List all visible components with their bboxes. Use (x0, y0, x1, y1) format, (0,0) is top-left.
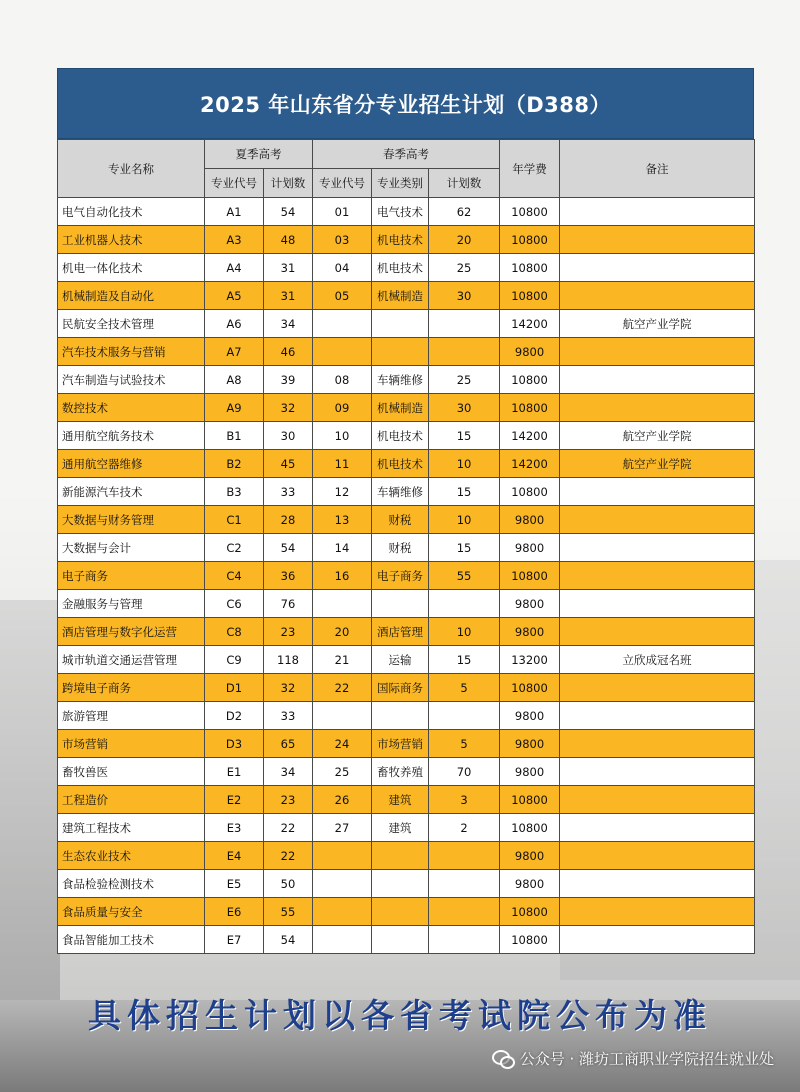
cell-remark (560, 562, 755, 590)
cell-spring-category: 机械制造 (372, 282, 429, 310)
cell-major-name: 酒店管理与数字化运营 (58, 618, 205, 646)
cell-summer-plan: 22 (264, 814, 313, 842)
cell-spring-category: 电气技术 (372, 198, 429, 226)
cell-summer-code: B3 (205, 478, 264, 506)
cell-annual-fee: 9800 (500, 618, 560, 646)
cell-annual-fee: 9800 (500, 758, 560, 786)
cell-annual-fee: 9800 (500, 702, 560, 730)
cell-major-name: 新能源汽车技术 (58, 478, 205, 506)
cell-major-name: 大数据与会计 (58, 534, 205, 562)
footer-text: 公众号 · 潍坊工商职业学院招生就业处 (519, 1050, 774, 1068)
cell-annual-fee: 9800 (500, 842, 560, 870)
cell-annual-fee: 9800 (500, 506, 560, 534)
cell-summer-code: A4 (205, 254, 264, 282)
background-left-structure (0, 600, 60, 1000)
cell-spring-code: 03 (313, 226, 372, 254)
cell-summer-plan: 46 (264, 338, 313, 366)
cell-spring-category: 建筑 (372, 786, 429, 814)
cell-remark: 立欣成冠名班 (560, 646, 755, 674)
cell-summer-plan: 32 (264, 674, 313, 702)
table-body (58, 198, 755, 954)
cell-spring-plan: 2 (429, 814, 500, 842)
cell-spring-plan (429, 870, 500, 898)
header-summer-code: 专业代号 (205, 169, 264, 198)
table-row (58, 254, 755, 282)
cell-spring-plan (429, 590, 500, 618)
cell-spring-code: 16 (313, 562, 372, 590)
cell-annual-fee: 10800 (500, 814, 560, 842)
cell-remark (560, 366, 755, 394)
cell-summer-code: C4 (205, 562, 264, 590)
cell-summer-plan: 118 (264, 646, 313, 674)
cell-spring-category: 机电技术 (372, 422, 429, 450)
cell-major-name: 食品检验检测技术 (58, 870, 205, 898)
cell-summer-code: E7 (205, 926, 264, 954)
cell-spring-plan (429, 842, 500, 870)
cell-summer-code: A5 (205, 282, 264, 310)
header-spring-category: 专业类别 (372, 169, 429, 198)
cell-spring-category (372, 338, 429, 366)
cell-remark: 航空产业学院 (560, 422, 755, 450)
wechat-icon (492, 1050, 514, 1068)
cell-spring-plan (429, 926, 500, 954)
cell-major-name: 畜牧兽医 (58, 758, 205, 786)
table-row (58, 422, 755, 450)
cell-spring-plan: 3 (429, 786, 500, 814)
cell-major-name: 通用航空航务技术 (58, 422, 205, 450)
cell-spring-plan: 10 (429, 450, 500, 478)
cell-summer-plan: 55 (264, 898, 313, 926)
cell-annual-fee: 9800 (500, 730, 560, 758)
cell-spring-code: 05 (313, 282, 372, 310)
cell-spring-code: 13 (313, 506, 372, 534)
cell-spring-plan (429, 338, 500, 366)
cell-major-name: 机电一体化技术 (58, 254, 205, 282)
cell-major-name: 数控技术 (58, 394, 205, 422)
cell-summer-plan: 23 (264, 618, 313, 646)
cell-summer-plan: 33 (264, 702, 313, 730)
cell-spring-category: 机电技术 (372, 226, 429, 254)
table-header (58, 140, 755, 198)
cell-remark (560, 226, 755, 254)
cell-remark (560, 394, 755, 422)
header-summer-exam: 夏季高考 (205, 140, 313, 169)
cell-annual-fee: 10800 (500, 282, 560, 310)
cell-annual-fee: 13200 (500, 646, 560, 674)
header-spring-exam: 春季高考 (313, 140, 500, 169)
cell-summer-plan: 76 (264, 590, 313, 618)
cell-spring-code: 12 (313, 478, 372, 506)
cell-remark (560, 926, 755, 954)
table-row (58, 590, 755, 618)
table-row (58, 478, 755, 506)
cell-spring-code: 01 (313, 198, 372, 226)
cell-summer-code: B2 (205, 450, 264, 478)
cell-annual-fee: 10800 (500, 674, 560, 702)
cell-spring-category (372, 310, 429, 338)
table-row (58, 226, 755, 254)
cell-spring-plan: 10 (429, 506, 500, 534)
cell-remark (560, 730, 755, 758)
cell-remark: 航空产业学院 (560, 450, 755, 478)
cell-summer-code: A6 (205, 310, 264, 338)
cell-annual-fee: 9800 (500, 590, 560, 618)
footer-account (492, 1048, 774, 1069)
cell-spring-category: 财税 (372, 534, 429, 562)
cell-major-name: 大数据与财务管理 (58, 506, 205, 534)
table-row (58, 870, 755, 898)
cell-spring-plan: 25 (429, 366, 500, 394)
cell-major-name: 汽车技术服务与营销 (58, 338, 205, 366)
cell-spring-category (372, 842, 429, 870)
cell-summer-plan: 36 (264, 562, 313, 590)
cell-remark (560, 478, 755, 506)
cell-summer-code: A8 (205, 366, 264, 394)
cell-spring-code: 22 (313, 674, 372, 702)
cell-spring-plan (429, 898, 500, 926)
cell-summer-plan: 33 (264, 478, 313, 506)
cell-summer-code: E5 (205, 870, 264, 898)
cell-remark (560, 814, 755, 842)
table-row (58, 702, 755, 730)
cell-remark (560, 898, 755, 926)
enrollment-plan-table (57, 139, 755, 954)
cell-spring-category (372, 590, 429, 618)
table-row (58, 198, 755, 226)
cell-spring-category: 畜牧养殖 (372, 758, 429, 786)
cell-spring-code: 08 (313, 366, 372, 394)
cell-annual-fee: 14200 (500, 422, 560, 450)
cell-spring-plan: 5 (429, 674, 500, 702)
cell-major-name: 食品质量与安全 (58, 898, 205, 926)
cell-annual-fee: 10800 (500, 786, 560, 814)
cell-spring-code (313, 870, 372, 898)
cell-major-name: 电气自动化技术 (58, 198, 205, 226)
cell-spring-plan: 30 (429, 282, 500, 310)
table-row (58, 898, 755, 926)
cell-summer-plan: 50 (264, 870, 313, 898)
table-row (58, 646, 755, 674)
cell-spring-plan: 15 (429, 478, 500, 506)
cell-major-name: 城市轨道交通运营管理 (58, 646, 205, 674)
cell-spring-code: 09 (313, 394, 372, 422)
cell-spring-category: 财税 (372, 506, 429, 534)
cell-spring-plan: 55 (429, 562, 500, 590)
cell-annual-fee: 14200 (500, 450, 560, 478)
cell-summer-plan: 54 (264, 534, 313, 562)
cell-spring-plan: 25 (429, 254, 500, 282)
cell-major-name: 建筑工程技术 (58, 814, 205, 842)
cell-summer-plan: 32 (264, 394, 313, 422)
cell-annual-fee: 10800 (500, 198, 560, 226)
cell-spring-category: 建筑 (372, 814, 429, 842)
cell-major-name: 汽车制造与试验技术 (58, 366, 205, 394)
cell-remark (560, 338, 755, 366)
cell-major-name: 通用航空器维修 (58, 450, 205, 478)
cell-spring-category: 车辆维修 (372, 478, 429, 506)
cell-annual-fee: 10800 (500, 926, 560, 954)
cell-remark (560, 842, 755, 870)
cell-summer-code: E4 (205, 842, 264, 870)
cell-annual-fee: 10800 (500, 478, 560, 506)
header-annual-fee: 年学费 (500, 140, 560, 198)
table-row (58, 282, 755, 310)
cell-summer-plan: 34 (264, 758, 313, 786)
cell-remark (560, 590, 755, 618)
cell-spring-category: 电子商务 (372, 562, 429, 590)
cell-remark (560, 506, 755, 534)
cell-spring-category (372, 926, 429, 954)
table-row (58, 758, 755, 786)
cell-spring-code: 21 (313, 646, 372, 674)
cell-summer-plan: 31 (264, 282, 313, 310)
cell-summer-code: D1 (205, 674, 264, 702)
cell-spring-plan: 62 (429, 198, 500, 226)
cell-spring-code: 11 (313, 450, 372, 478)
cell-spring-category: 运输 (372, 646, 429, 674)
cell-remark (560, 534, 755, 562)
header-summer-plan: 计划数 (264, 169, 313, 198)
cell-spring-plan: 30 (429, 394, 500, 422)
cell-major-name: 电子商务 (58, 562, 205, 590)
table-row (58, 310, 755, 338)
cell-summer-code: D3 (205, 730, 264, 758)
cell-summer-plan: 54 (264, 198, 313, 226)
header-spring-plan: 计划数 (429, 169, 500, 198)
cell-annual-fee: 9800 (500, 870, 560, 898)
table-row (58, 338, 755, 366)
cell-spring-code (313, 338, 372, 366)
cell-annual-fee: 10800 (500, 254, 560, 282)
cell-summer-plan: 23 (264, 786, 313, 814)
cell-spring-category (372, 870, 429, 898)
cell-spring-code: 24 (313, 730, 372, 758)
table-row (58, 814, 755, 842)
cell-major-name: 市场营销 (58, 730, 205, 758)
cell-remark (560, 870, 755, 898)
table-row (58, 786, 755, 814)
cell-spring-category: 机电技术 (372, 254, 429, 282)
cell-summer-code: A9 (205, 394, 264, 422)
cell-spring-code: 14 (313, 534, 372, 562)
cell-annual-fee: 10800 (500, 898, 560, 926)
cell-summer-plan: 22 (264, 842, 313, 870)
cell-annual-fee: 14200 (500, 310, 560, 338)
cell-spring-plan: 20 (429, 226, 500, 254)
slogan: 具体招生计划以各省考试院公布为准 (88, 996, 712, 1035)
cell-summer-code: C2 (205, 534, 264, 562)
cell-spring-category (372, 898, 429, 926)
table-row (58, 926, 755, 954)
table-row (58, 730, 755, 758)
cell-spring-plan: 15 (429, 646, 500, 674)
cell-annual-fee: 10800 (500, 366, 560, 394)
cell-spring-code: 25 (313, 758, 372, 786)
cell-summer-plan: 34 (264, 310, 313, 338)
cell-major-name: 工业机器人技术 (58, 226, 205, 254)
cell-spring-code: 04 (313, 254, 372, 282)
cell-summer-code: A1 (205, 198, 264, 226)
cell-remark (560, 702, 755, 730)
header-major-name: 专业名称 (58, 140, 205, 198)
cell-remark (560, 786, 755, 814)
cell-spring-code (313, 926, 372, 954)
cell-spring-category: 国际商务 (372, 674, 429, 702)
cell-spring-category (372, 702, 429, 730)
cell-summer-code: C9 (205, 646, 264, 674)
table-row (58, 450, 755, 478)
table-row (58, 534, 755, 562)
cell-summer-plan: 54 (264, 926, 313, 954)
cell-spring-category: 酒店管理 (372, 618, 429, 646)
cell-summer-plan: 48 (264, 226, 313, 254)
cell-spring-plan: 10 (429, 618, 500, 646)
cell-major-name: 旅游管理 (58, 702, 205, 730)
cell-remark (560, 758, 755, 786)
cell-summer-code: C6 (205, 590, 264, 618)
table-row (58, 394, 755, 422)
cell-summer-code: E2 (205, 786, 264, 814)
cell-major-name: 机械制造及自动化 (58, 282, 205, 310)
cell-summer-code: A3 (205, 226, 264, 254)
header-remark: 备注 (560, 140, 755, 198)
cell-spring-code (313, 842, 372, 870)
cell-spring-category: 市场营销 (372, 730, 429, 758)
cell-summer-code: E6 (205, 898, 264, 926)
cell-spring-plan: 70 (429, 758, 500, 786)
cell-spring-code: 10 (313, 422, 372, 450)
cell-spring-code (313, 702, 372, 730)
cell-spring-code (313, 898, 372, 926)
cell-spring-code (313, 310, 372, 338)
cell-spring-code: 27 (313, 814, 372, 842)
cell-summer-plan: 31 (264, 254, 313, 282)
cell-major-name: 食品智能加工技术 (58, 926, 205, 954)
cell-spring-plan (429, 310, 500, 338)
cell-major-name: 工程造价 (58, 786, 205, 814)
cell-summer-plan: 65 (264, 730, 313, 758)
table-row (58, 842, 755, 870)
table-row (58, 366, 755, 394)
cell-spring-category: 车辆维修 (372, 366, 429, 394)
cell-spring-plan (429, 702, 500, 730)
cell-remark (560, 282, 755, 310)
cell-annual-fee: 10800 (500, 394, 560, 422)
cell-summer-code: D2 (205, 702, 264, 730)
cell-summer-code: B1 (205, 422, 264, 450)
cell-summer-code: C8 (205, 618, 264, 646)
cell-summer-plan: 45 (264, 450, 313, 478)
cell-major-name: 民航安全技术管理 (58, 310, 205, 338)
cell-remark (560, 254, 755, 282)
cell-remark (560, 618, 755, 646)
cell-spring-category: 机械制造 (372, 394, 429, 422)
enrollment-plan-sheet (57, 68, 754, 954)
cell-spring-code: 20 (313, 618, 372, 646)
cell-summer-code: E1 (205, 758, 264, 786)
cell-summer-code: A7 (205, 338, 264, 366)
cell-annual-fee: 10800 (500, 226, 560, 254)
cell-remark (560, 674, 755, 702)
header-spring-code: 专业代号 (313, 169, 372, 198)
cell-spring-plan: 15 (429, 534, 500, 562)
table-row (58, 506, 755, 534)
cell-annual-fee: 10800 (500, 562, 560, 590)
cell-spring-plan: 15 (429, 422, 500, 450)
cell-major-name: 金融服务与管理 (58, 590, 205, 618)
cell-major-name: 跨境电子商务 (58, 674, 205, 702)
cell-major-name: 生态农业技术 (58, 842, 205, 870)
cell-annual-fee: 9800 (500, 338, 560, 366)
cell-summer-plan: 30 (264, 422, 313, 450)
cell-annual-fee: 9800 (500, 534, 560, 562)
page-title: 2025 年山东省分专业招生计划（D388） (57, 68, 754, 139)
table-row (58, 674, 755, 702)
cell-spring-category: 机电技术 (372, 450, 429, 478)
cell-spring-plan: 5 (429, 730, 500, 758)
cell-summer-code: E3 (205, 814, 264, 842)
cell-spring-code: 26 (313, 786, 372, 814)
cell-summer-code: C1 (205, 506, 264, 534)
cell-spring-code (313, 590, 372, 618)
cell-remark (560, 198, 755, 226)
table-row (58, 618, 755, 646)
cell-summer-plan: 39 (264, 366, 313, 394)
table-row (58, 562, 755, 590)
cell-summer-plan: 28 (264, 506, 313, 534)
cell-remark: 航空产业学院 (560, 310, 755, 338)
